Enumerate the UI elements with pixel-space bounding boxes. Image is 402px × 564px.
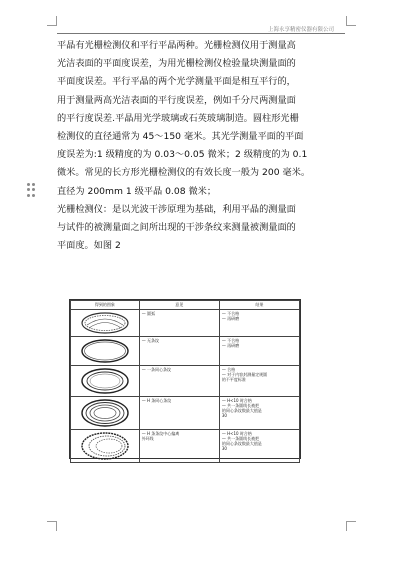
table-row	[71, 366, 300, 397]
interference-figure	[69, 299, 301, 459]
opinion-cell: — 无条纹	[139, 337, 219, 366]
drag-handle-icon[interactable]	[27, 183, 35, 197]
result-cell: — H<10 时合格 — 共一条圆线长被把 的同心条纹数最大值是 30	[219, 430, 299, 463]
result-cell: — 不合格 — 再研磨	[219, 337, 299, 366]
text-line: 用于测量两高光洁表面的平行度误差，例如千分尺两测量面	[57, 94, 296, 106]
opinion-cell: — H 条同心条纹	[139, 397, 219, 430]
fringe-none-icon	[79, 338, 131, 364]
fringe-offset-ring-icon	[79, 431, 131, 461]
table-row	[71, 310, 300, 337]
text-line: 平面度。如图 2	[57, 240, 121, 252]
text-line: 度误差为:1 级精度的为 0.03～0.05 微米；2 级精度的为 0.1	[57, 149, 308, 161]
text-line: 平面度误差。平行平晶的两个光学测量平面是相互平行的，	[57, 76, 296, 88]
fringe-one-ring-icon	[79, 367, 131, 395]
text-line: 光洁表面的平面度误差，为用光栅检测仪检验量块测量面的	[57, 58, 296, 70]
fringe-multi-ring-icon	[79, 398, 131, 428]
interference-table	[70, 300, 300, 463]
margin-corner-bottom-left	[47, 521, 57, 531]
text-line: 光栅检测仪：是以光波干涉原理为基础，利用平晶的测量面	[57, 203, 296, 215]
fringe-image-cell	[71, 366, 140, 397]
text-line: 检测仪的直径通常为 45～150 毫米。其光学测量平面的平面	[57, 131, 304, 143]
margin-corner-top-right	[346, 16, 356, 26]
text-line: 的平行度误差.平晶用光学玻璃或石英玻璃制造。圆柱形光栅	[57, 112, 299, 124]
table-row	[71, 337, 300, 366]
text-line: 直径为 200mm 1 级平晶 0.08 微米；	[57, 185, 217, 197]
text-line: 与试件的被测量面之间所出现的干涉条纹来测量被测量面的	[57, 222, 296, 234]
opinion-cell: — 一条同心条纹	[139, 366, 219, 397]
result-cell: — H<10 时合格 — 共一条圆线长被把 的同心条纹数最大值是 30	[219, 397, 299, 430]
fringe-image-cell	[71, 310, 140, 337]
table-row	[71, 397, 300, 430]
fringe-image-cell	[71, 337, 140, 366]
table-row	[71, 430, 300, 463]
opinion-cell: — H 条条纹中心偏离 外环线	[139, 430, 219, 463]
header-image: 得到的图象	[71, 301, 140, 310]
fringe-arc-icon	[79, 311, 131, 335]
fringe-image-cell	[71, 430, 140, 463]
margin-corner-top-left	[47, 16, 57, 26]
page-header: 上海永享精密仪器有限公司	[267, 27, 334, 33]
header-opinion: 意见	[139, 301, 219, 310]
text-line: 平晶有光栅检测仪和平行平晶两种。光栅检测仪用于测量高	[57, 40, 296, 51]
header-rule	[57, 33, 345, 34]
fringe-image-cell	[71, 397, 140, 430]
opinion-cell: — 圆弧	[139, 310, 219, 337]
text-line: 微米。常见的长方形光栅检测仪的有效长度一般为 200 毫米。	[57, 167, 311, 179]
body-paragraph	[57, 37, 347, 255]
result-cell: — 不合格 — 再研磨	[219, 310, 299, 337]
result-cell: — 合格 — 对于内容封测量定规圆 的不平度标准	[219, 366, 299, 397]
margin-corner-bottom-right	[346, 521, 356, 531]
header-result: 结果	[219, 301, 299, 310]
table-header-row	[71, 301, 300, 310]
